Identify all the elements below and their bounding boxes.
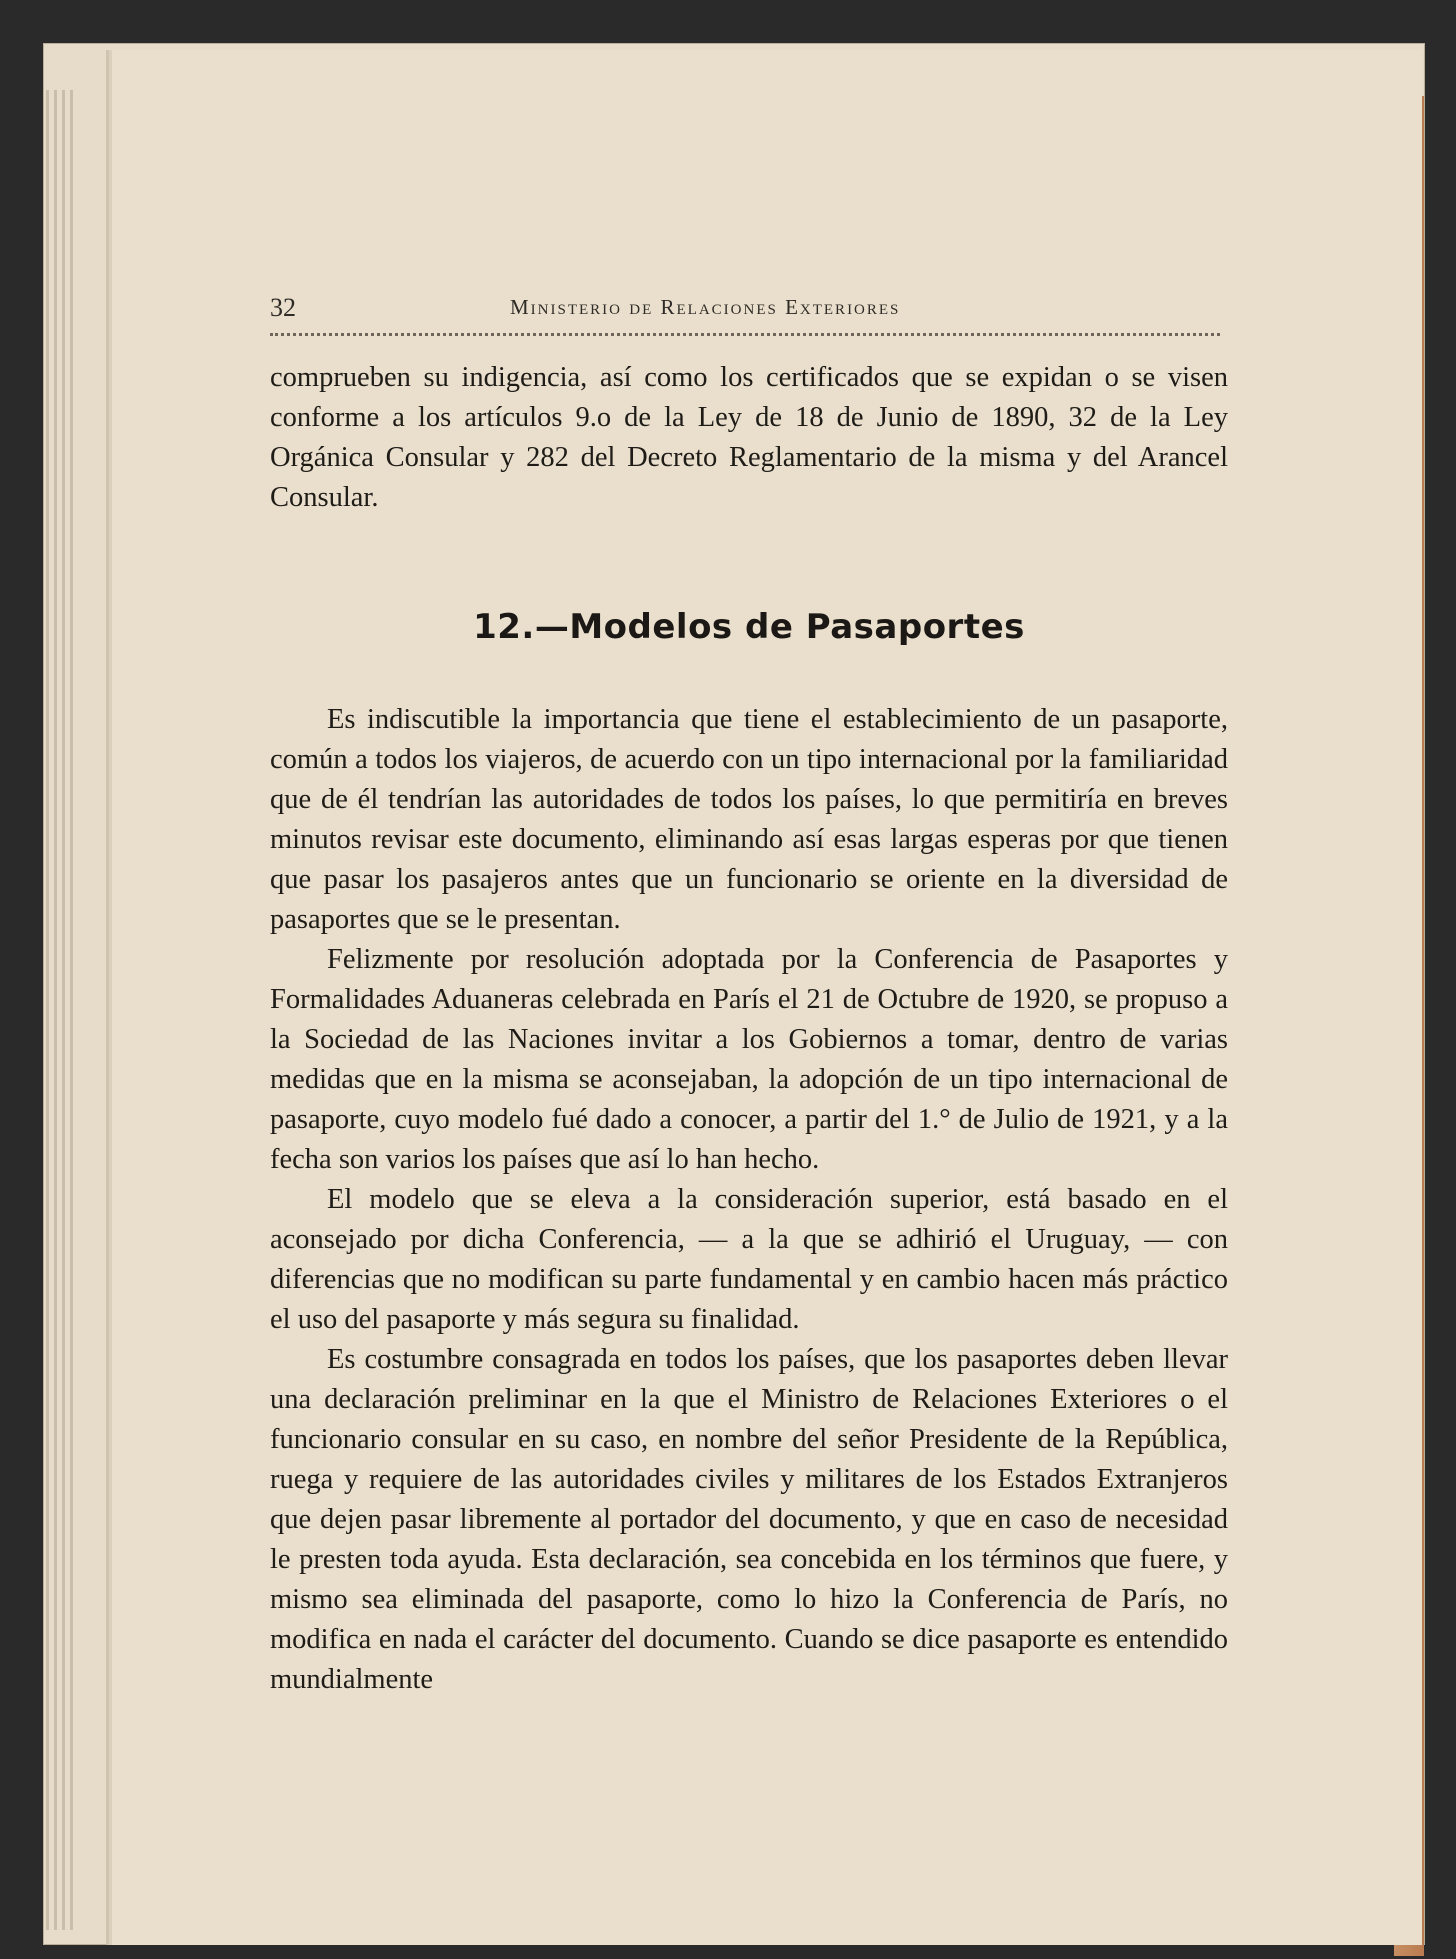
page-edge: [62, 90, 65, 1930]
section-title: 12.—Modelos de Pasaportes: [473, 607, 1025, 647]
page-edge: [54, 90, 57, 1930]
paragraph: Es costumbre consagrada en todos los países, que los pasaportes deben llevar una declaración preliminar en la que el Ministro de Relaciones Exteriores o el funcionario consular en su caso, en nombre del señor Presidente de la República, ruega y requiere de las autoridades civiles y militares de los Estados Extranjeros que dejen pasar libremente al portador del documento, y que en caso de necesidad le presten toda ayuda. Esta declaración, sea concebida en los términos que fuere, y mismo sea eliminada del pasaporte, como lo hizo la Conferencia de París, no modifica en nada el carácter del documento. Cuando se dice pasaporte es entendido mundialmente: [270, 1344, 1228, 1695]
continued-paragraph-block: [270, 358, 1228, 518]
page-edge: [46, 90, 49, 1930]
paragraph: Felizmente por resolución adoptada por la Conferencia de Pasaportes y Formalidades Aduaneras celebrada en París el 21 de Octubre de 1920, se propuso a la Sociedad de las Naciones invitar a los Gobiernos a tomar, dentro de varias medidas que en la misma se aconsejaban, la adopción de un tipo internacional de pasaporte, cuyo modelo fué dado a conocer, a partir del 1.° de Julio de 1921, y a la fecha son varios los países que así lo han hecho.: [270, 944, 1228, 1175]
page-edge: [70, 90, 73, 1930]
paragraph: El modelo que se eleva a la consideración superior, está basado en el aconsejado por dicha Conferencia, — a la que se adhirió el Uruguay, — con diferencias que no modifican su parte fundamental y en cambio hacen más práctico el uso del pasaporte y más segura su finalidad.: [270, 1184, 1228, 1335]
paragraph: Es indiscutible la importancia que tiene el establecimiento de un pasaporte, común a todos los viajeros, de acuerdo con un tipo internacional por la familiaridad que de él tendrían las autoridades de todos los países, lo que permitiría en breves minutos revisar este documento, eliminando así esas largas esperas por que tienen que pasar los pasajeros antes que un funcionario se oriente en la diversidad de pasaportes que se le presentan.: [270, 704, 1228, 935]
page-number: 32: [270, 293, 296, 322]
running-title: Ministerio de Relaciones Exteriores: [510, 295, 901, 319]
running-header: [270, 283, 1220, 336]
section-body: [270, 700, 1228, 1700]
continued-paragraph: comprueben su indigencia, así como los certificados que se expidan o se visen conforme a los artículos 9.o de la Ley de 18 de Junio de 1890, 32 de la Ley Orgánica Consular y 282 del Decreto Reglamentario de la misma y del Arancel Consular.: [270, 362, 1228, 513]
